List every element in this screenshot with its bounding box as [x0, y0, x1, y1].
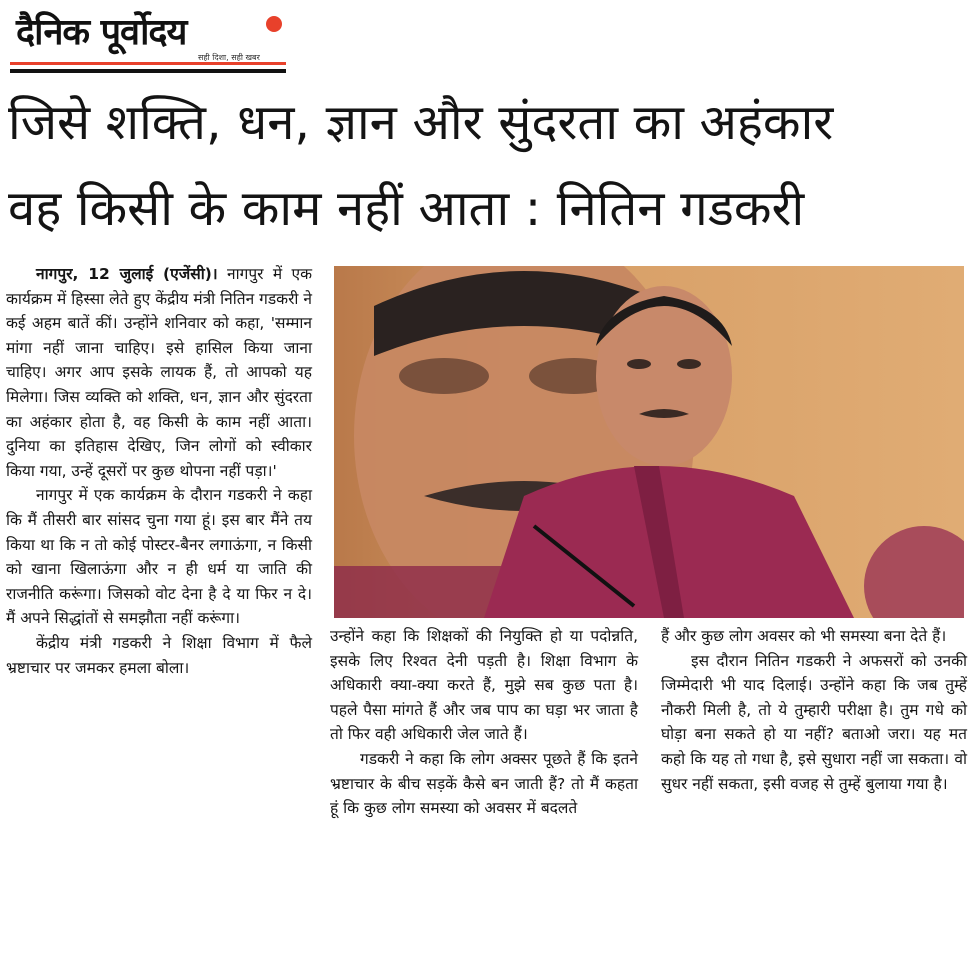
masthead [10, 6, 286, 74]
newspaper-tagline: सही दिशा, सही खबर [198, 53, 260, 62]
article-column-1 [6, 262, 312, 680]
headline-line-1: जिसे शक्ति, धन, ज्ञान और सुंदरता का अहंकार [8, 94, 834, 151]
paragraph: गडकरी ने कहा कि लोग अक्सर पूछते हैं कि इतने भ्रष्टाचार के बीच सड़कें कैसे बन जाती हैं? तो मैं कहता हूं कि कुछ लोग समस्या को अवसर में बदलते [330, 749, 638, 818]
newspaper-name: दैनिक पूर्वोदय [16, 12, 187, 53]
paragraph: केंद्रीय मंत्री गडकरी ने शिक्षा विभाग में फैले भ्रष्टाचार पर जमकर हमला बोला। [6, 633, 312, 677]
headline-line-2: वह किसी के काम नहीं आता : नितिन गडकरी [8, 180, 805, 237]
photo-illustration [334, 266, 964, 618]
paragraph: हैं और कुछ लोग अवसर को भी समस्या बना देते हैं। [661, 627, 947, 645]
article-column-2 [330, 624, 638, 821]
headline [8, 80, 970, 252]
paragraph: नागपुर में एक कार्यक्रम में हिस्सा लेते हुए केंद्रीय मंत्री नितिन गडकरी ने कई अहम बातें कीं। उन्होंने शनिवार को कहा, 'सम्मान मांगा नहीं जाना चाहिए। इसे हासिल किया जाना चाहिए। अगर आप इसके लायक हैं, तो आपको यह मिलेगा। जिस व्यक्ति को शक्ति, धन, ज्ञान और सुंदरता का अहंकार होता है, वह किसी के काम नहीं आता। दुनिया का इतिहास देखिए, जिन लोगों को स्वीकार किया गया, उन्हें दूसरों पर कुछ थोपना नहीं पड़ा।' [6, 265, 312, 480]
masthead-rule-red [10, 62, 286, 65]
logo-dot-icon [266, 16, 282, 32]
dateline: नागपुर, 12 जुलाई (एजेंसी)। [36, 265, 218, 283]
masthead-rule-black [10, 69, 286, 73]
paragraph: उन्होंने कहा कि शिक्षकों की नियुक्ति हो या पदोन्नति, इसके लिए रिश्वत देनी पड़ती है। शिक्षा विभाग के अधिकारी क्या-क्या करते हैं, मुझे सब कुछ पता है। पहले पैसा मांगते हैं और जब पाप का घड़ा भर जाता है तो फिर वही अधिकारी जेल जाते हैं। [330, 627, 638, 744]
paragraph: नागपुर में एक कार्यक्रम के दौरान गडकरी ने कहा कि मैं तीसरी बार सांसद चुना गया हूं। इस बार मैंने तय किया था कि न तो कोई पोस्टर-बैनर लगाऊंगा, न किसी को खाना खिलाऊंगा और न ही धर्म या जाति की राजनीति करूंगा। जिसको वोट देना है दे या फिर न दे। मैं अपने सिद्धांतों से समझौता नहीं करूंगा। [6, 486, 312, 628]
article-column-3 [661, 624, 967, 796]
news-photo [334, 266, 964, 618]
paragraph: इस दौरान नितिन गडकरी ने अफसरों को उनकी जिम्मेदारी भी याद दिलाई। उन्होंने कहा कि जब तुम्हें नौकरी मिली है, तो ये तुम्हारी परीक्षा है। तुम गधे को घोड़ा बना सकते हो या नहीं? बताओ जरा। यह मत कहो कि यह तो गधा है, इसे सुधारा नहीं जा सकता। वो सुधर नहीं सकता, इसी वजह से तुम्हें बुलाया गया है। [661, 651, 967, 793]
